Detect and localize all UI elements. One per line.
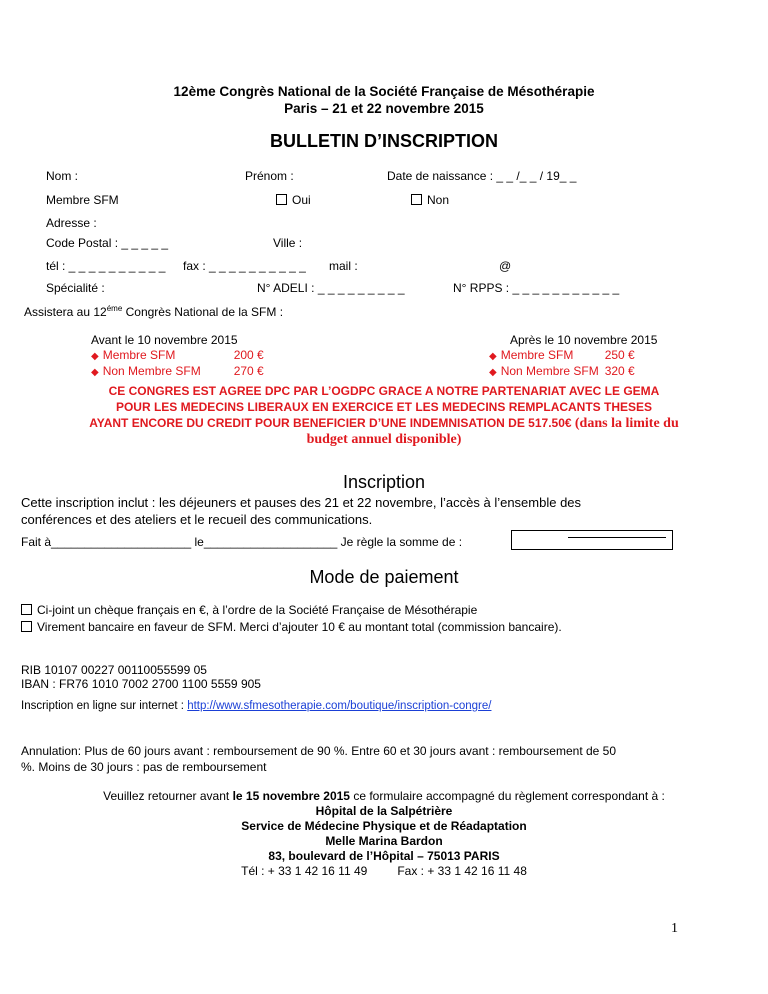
return-hopital: Hôpital de la Salpétrière: [315, 804, 453, 818]
cheque-label: Ci-joint un chèque français en €, à l’ordre de la Société Française de Mésothérapie: [37, 603, 478, 617]
prenom-label: Prénom :: [245, 169, 294, 183]
virement-label: Virement bancaire en faveur de SFM. Merci d’ajouter 10 € au montant total (commission bancaire).: [37, 620, 562, 634]
dpc-line2: POUR LES MEDECINS LIBERAUX EN EXERCICE ET LES MEDECINS REMPLACANTS THESES: [115, 400, 653, 414]
inscription-text1: Cette inscription inclut : les déjeuners et pauses des 21 et 22 novembre, l’accès à l’ensemble des: [21, 495, 582, 510]
diamond-bullet-icon: ◆: [489, 367, 497, 378]
return-date: le 15 novembre 2015: [232, 789, 350, 803]
dpc-note2: budget annuel disponible): [306, 432, 462, 447]
amount-box[interactable]: [511, 530, 673, 550]
return-suffix: ce formulaire accompagné du règlement correspondant à :: [349, 789, 665, 803]
online-link[interactable]: http://www.sfmesotherapie.com/boutique/inscription-congre/: [187, 700, 492, 712]
adresse-label: Adresse :: [46, 216, 97, 230]
non-checkbox[interactable]: [411, 194, 422, 205]
return-prefix: Veuillez retourner avant: [103, 789, 233, 803]
dpc-line3-text: AYANT ENCORE DU CREDIT POUR BENEFICIER D’UNE INDEMNISATION DE 517.50€: [89, 416, 572, 430]
membre-label: Membre SFM: [46, 193, 119, 207]
specialite-label: Spécialité :: [46, 281, 105, 295]
return-line: [0, 789, 768, 804]
date-naissance-label: Date de naissance : _ _ /_ _ / 19_ _: [387, 169, 577, 183]
code-postal-label: Code Postal : _ _ _ _ _: [46, 236, 169, 250]
inscription-text: [21, 494, 581, 528]
congress-title-line2: Paris – 21 et 22 novembre 2015: [284, 101, 484, 116]
pricing-after-member: ◆ Membre SFM 250 €: [489, 348, 635, 362]
online-inscription: [21, 700, 491, 712]
rib: RIB 10107 00227 00110055599 05: [21, 663, 207, 677]
pricing-before-nonmember: ◆ Non Membre SFM 270 €: [91, 364, 264, 378]
virement-checkbox[interactable]: [21, 621, 32, 632]
paiement-heading: Mode de paiement: [309, 567, 459, 587]
return-fax: Fax : + 33 1 42 16 11 48: [397, 864, 527, 878]
non-label: Non: [427, 193, 450, 207]
attendance-sup: éme: [106, 304, 123, 313]
inscription-heading: Inscription: [342, 472, 426, 492]
amount-line: [568, 537, 666, 538]
non-option[interactable]: [411, 193, 449, 207]
return-contact: Melle Marina Bardon: [325, 834, 443, 848]
ville-label: Ville :: [273, 236, 303, 250]
fax-label: fax : _ _ _ _ _ _ _ _ _ _: [183, 259, 306, 273]
congress-title: [0, 83, 768, 117]
dpc-note1: (dans la limite du: [574, 416, 679, 431]
fait-line: Fait à_____________________ le____________________ Je règle la somme de :: [21, 535, 463, 549]
iban: IBAN : FR76 1010 7002 2700 1100 5559 905: [21, 677, 261, 691]
tel-label: tél : _ _ _ _ _ _ _ _ _ _: [46, 259, 166, 273]
mail-label: mail :: [329, 259, 358, 273]
payment-option-virement[interactable]: [21, 620, 562, 634]
online-label: Inscription en ligne sur internet :: [21, 700, 188, 712]
dpc-line3: [0, 415, 768, 432]
nom-label: Nom :: [46, 169, 79, 183]
congress-title-line1: 12ème Congrès National de la Société Française de Mésothérapie: [173, 84, 595, 99]
cheque-checkbox[interactable]: [21, 604, 32, 615]
oui-checkbox[interactable]: [276, 194, 287, 205]
at-sign: @: [499, 259, 512, 273]
form-title: BULLETIN D’INSCRIPTION: [270, 131, 498, 151]
rpps-label: N° RPPS : _ _ _ _ _ _ _ _ _ _ _: [453, 281, 620, 295]
return-phone-fax: [0, 864, 768, 879]
attendance-line: [24, 304, 283, 319]
oui-label: Oui: [292, 193, 311, 207]
return-address: 83, boulevard de l’Hôpital – 75013 PARIS: [268, 849, 500, 863]
return-tel: Tél : + 33 1 42 16 11 49: [241, 864, 368, 878]
return-service: Service de Médecine Physique et de Réadaptation: [241, 819, 527, 833]
diamond-bullet-icon: ◆: [91, 367, 99, 378]
annulation: [21, 743, 616, 775]
attendance-prefix: Assistera au 12: [24, 305, 107, 319]
diamond-bullet-icon: ◆: [489, 351, 497, 362]
page-number: 1: [671, 921, 678, 936]
annulation-line2: %. Moins de 30 jours : pas de remboursement: [21, 760, 267, 774]
attendance-suffix: Congrès National de la SFM :: [122, 305, 284, 319]
pricing-after-nonmember: ◆ Non Membre SFM 320 €: [489, 364, 635, 378]
dpc-line1: CE CONGRES EST AGREE DPC PAR L’OGDPC GRACE A NOTRE PARTENARIAT AVEC LE GEMA: [108, 384, 660, 398]
inscription-text2: conférences et des ateliers et le recueil des communications.: [21, 512, 373, 527]
payment-option-cheque[interactable]: [21, 603, 477, 617]
return-instructions: [0, 789, 768, 879]
dpc-notice: [0, 383, 768, 448]
bank-details: [21, 663, 261, 691]
diamond-bullet-icon: ◆: [91, 351, 99, 362]
oui-option[interactable]: [276, 193, 311, 207]
annulation-line1: Annulation: Plus de 60 jours avant : remboursement de 90 %. Entre 60 et 30 jours avant : remboursement de 50: [21, 744, 617, 758]
pricing-after: [489, 333, 657, 380]
pricing-before-title: Avant le 10 novembre 2015: [91, 333, 238, 347]
adeli-label: N° ADELI : _ _ _ _ _ _ _ _ _: [257, 281, 405, 295]
pricing-after-title: Après le 10 novembre 2015: [510, 333, 658, 347]
pricing-before-member: ◆ Membre SFM 200 €: [91, 348, 264, 362]
pricing-before: [91, 333, 264, 380]
